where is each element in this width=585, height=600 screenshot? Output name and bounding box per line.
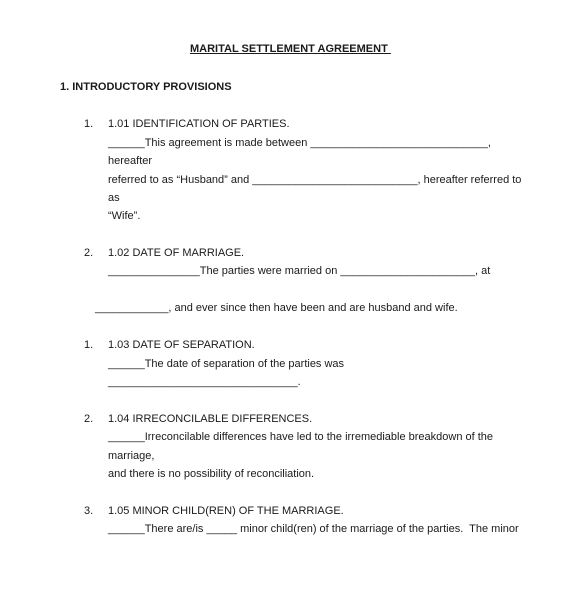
provision-line: ____________, and ever since then have been and are husband and wife. <box>95 302 458 314</box>
document-title: MARITAL SETTLEMENT AGREEMENT <box>190 43 391 55</box>
provision-heading: 1.05 MINOR CHILD(REN) OF THE MARRIAGE. <box>108 505 344 517</box>
provision-line: ______There are/is _____ minor child(ren) of the marriage of the parties. The minor <box>108 523 519 535</box>
provision-line: marriage, <box>108 450 155 462</box>
list-number: 2. <box>84 247 94 259</box>
provision-line: as <box>108 192 120 204</box>
provision-line: and there is no possibility of reconciliation. <box>108 468 315 480</box>
section-heading: 1. INTRODUCTORY PROVISIONS <box>60 81 232 93</box>
provision-line: “Wife”. <box>108 210 141 222</box>
list-number: 3. <box>84 505 94 517</box>
provision-line: _______________The parties were married on ______________________, at <box>108 265 491 277</box>
provision-heading: 1.03 DATE OF SEPARATION. <box>108 339 255 351</box>
provision-heading: 1.04 IRRECONCILABLE DIFFERENCES. <box>108 413 313 425</box>
provision-line: ______This agreement is made between _____________________________, <box>108 137 491 149</box>
list-number: 1. <box>84 339 94 351</box>
provision-heading: 1.01 IDENTIFICATION OF PARTIES. <box>108 118 290 130</box>
list-number: 2. <box>84 413 94 425</box>
provision-line: ______Irreconcilable differences have led to the irremediable breakdown of the <box>108 431 494 443</box>
list-number: 1. <box>84 118 94 130</box>
provision-line: ______The date of separation of the parties was <box>108 358 345 370</box>
provision-line: _______________________________. <box>108 376 301 388</box>
provision-line: hereafter <box>108 155 153 167</box>
provision-heading: 1.02 DATE OF MARRIAGE. <box>108 247 245 259</box>
provision-line: referred to as “Husband” and ___________________________, hereafter referred to <box>108 174 522 186</box>
